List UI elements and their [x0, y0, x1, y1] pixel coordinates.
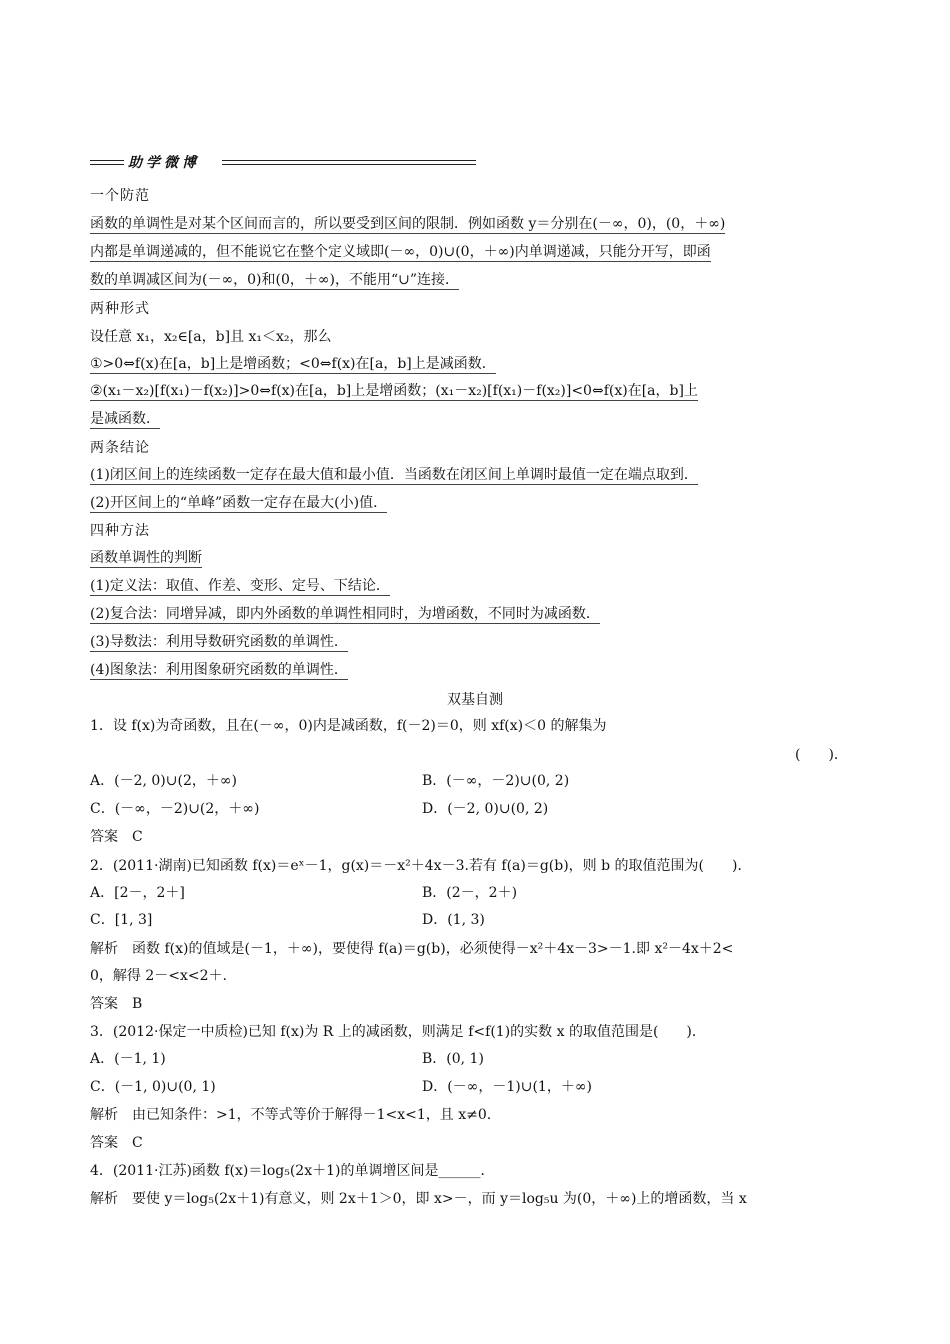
text-line: (2)开区间上的“单峰”函数一定存在最大(小)值．	[90, 495, 388, 511]
question-3-stem: 3．(2012·保定一中质检)已知 f(x)为 R 上的减函数，则满足 f<f(1)的实数 x 的取值范围是( )．	[90, 1024, 706, 1040]
text-line: 数的单调减区间为(－∞，0)和(0，＋∞)，不能用“∪”连接．	[90, 272, 460, 288]
question-1-stem: 1．设 f(x)为奇函数，且在(－∞，0)内是减函数，f(－2)＝0，则 xf(x)＜0 的解集为	[90, 718, 607, 734]
heading-two-conclusions: 两条结论	[90, 440, 150, 456]
section-title: 双基自测	[447, 692, 503, 708]
text-line: 函数单调性的判断	[90, 550, 202, 566]
analysis: 解析 要使 y＝log₅(2x＋1)有意义，则 2x＋1＞0，即 x>－，而 y＝log₅u 为(0，＋∞)上的增函数，当 x	[90, 1191, 747, 1207]
section-banner	[90, 152, 476, 174]
text-line: (3)导数法：利用导数研究函数的单调性．	[90, 634, 348, 650]
answer-blank: ( )．	[795, 747, 848, 763]
option-a: A．[2－，2＋]	[90, 885, 185, 901]
text-line: (1)闭区间上的连续函数一定存在最大值和最小值．当函数在闭区间上单调时最值一定在端点取到．	[90, 467, 698, 483]
banner-title: 助学微博	[128, 155, 200, 171]
heading-one-caution: 一个防范	[90, 188, 150, 204]
text-line: ①>0⇔f(x)在[a，b]上是增函数；<0⇔f(x)在[a，b]上是减函数．	[90, 356, 496, 372]
option-c: C．[1, 3]	[90, 912, 153, 928]
text-line: 内都是单调递减的，但不能说它在整个定义域即(－∞，0)∪(0，＋∞)内单调递减，只能分开写，即函	[90, 244, 711, 260]
text-line: ②(x₁－x₂)[f(x₁)－f(x₂)]>0⇔f(x)在[a，b]上是增函数；(x₁－x₂)[f(x₁)－f(x₂)]<0⇔f(x)在[a，b]上	[90, 383, 698, 399]
option-d: D．(－2, 0)∪(0, 2)	[422, 801, 549, 817]
analysis: 0，解得 2－<x<2＋.	[90, 968, 227, 984]
answer: 答案 B	[90, 996, 143, 1012]
answer: 答案 C	[90, 1135, 143, 1151]
heading-four-methods: 四种方法	[90, 523, 150, 539]
option-c: C．(－∞，－2)∪(2，＋∞)	[90, 801, 260, 817]
option-b: B．(0, 1)	[422, 1051, 484, 1067]
option-d: D．(－∞，－1)∪(1，＋∞)	[422, 1079, 592, 1095]
option-a: A．(－1, 1)	[90, 1051, 166, 1067]
analysis: 解析 函数 f(x)的值域是(－1，＋∞)，要使得 f(a)＝g(b)，必须使得－x²＋4x－3>－1.即 x²－4x＋2<	[90, 941, 734, 957]
question-4-stem: 4．(2011·江苏)函数 f(x)＝log₅(2x＋1)的单调增区间是______．	[90, 1163, 495, 1179]
option-a: A．(－2, 0)∪(2，＋∞)	[90, 773, 237, 789]
text-line: (1)定义法：取值、作差、变形、定号、下结论．	[90, 578, 390, 594]
text-line: 函数的单调性是对某个区间而言的，所以要受到区间的限制．例如函数 y＝分别在(－∞，0)，(0，＋∞)	[90, 216, 726, 232]
text-line: 是减函数．	[90, 411, 160, 427]
analysis: 解析 由已知条件：>1，不等式等价于解得－1<x<1，且 x≠0.	[90, 1107, 492, 1123]
heading-two-forms: 两种形式	[90, 301, 150, 317]
text-line: (2)复合法：同增异减，即内外函数的单调性相同时，为增函数，不同时为减函数．	[90, 606, 600, 622]
question-2-stem: 2．(2011·湖南)已知函数 f(x)＝eˣ－1，g(x)＝－x²＋4x－3.若有 f(a)＝g(b)，则 b 的取值范围为( )．	[90, 858, 752, 874]
option-b: B．(2－，2＋)	[422, 885, 518, 901]
answer: 答案 C	[90, 829, 143, 845]
text-line: (4)图象法：利用图象研究函数的单调性．	[90, 662, 348, 678]
text-line: 设任意 x₁，x₂∈[a，b]且 x₁＜x₂，那么	[90, 329, 332, 345]
option-c: C．(－1, 0)∪(0, 1)	[90, 1079, 216, 1095]
option-d: D．(1, 3)	[422, 912, 485, 928]
option-b: B．(－∞，－2)∪(0, 2)	[422, 773, 570, 789]
